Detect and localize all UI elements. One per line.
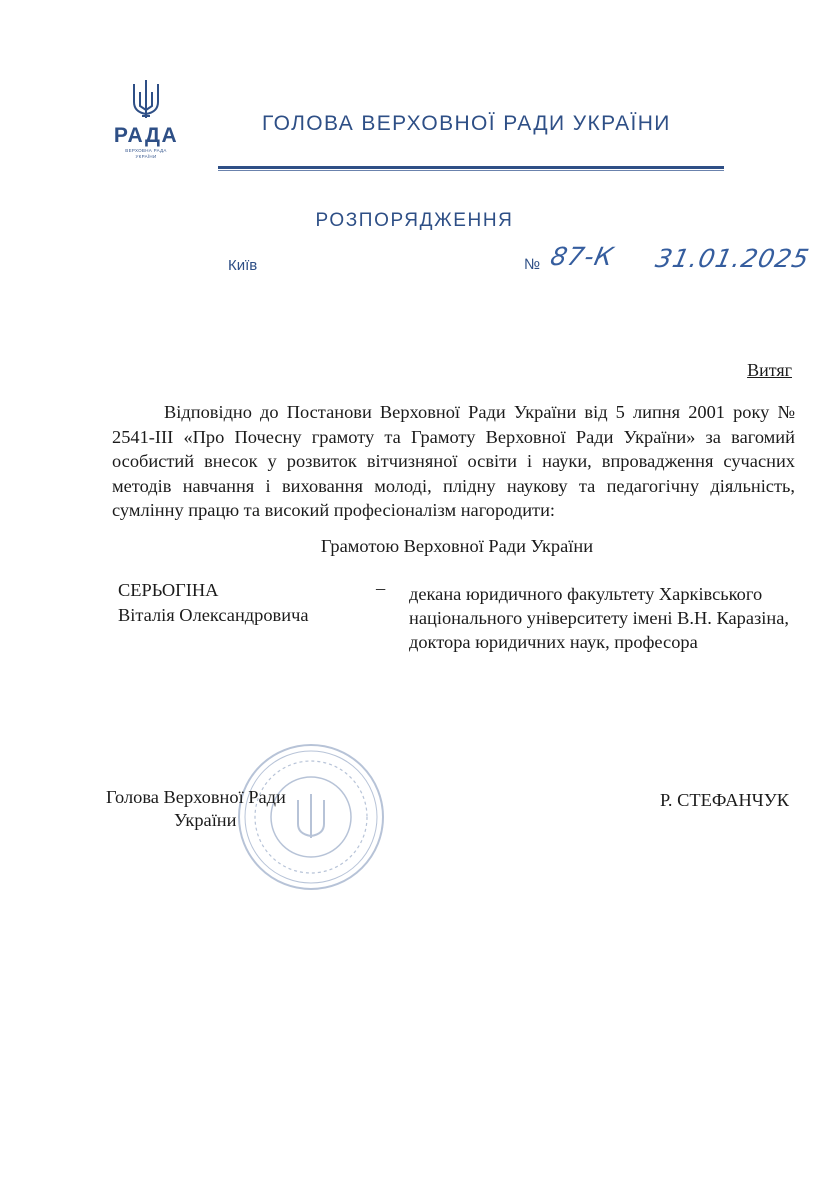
document-type: РОЗПОРЯДЖЕННЯ	[315, 210, 514, 231]
signatory-name: Р. СТЕФАНЧУК	[659, 790, 789, 810]
handwritten-number: 87-К	[547, 242, 617, 271]
main-paragraph: Відповідно до Постанови Верховної Ради України від 5 липня 2001 року № 2541-III «Про Почесну грамоту та Грамоту Верховної Ради України» за вагомий особистий внесок у розвиток вітчизняної освіти і науки, впровадження сучасних методів навчання і виховання молоді, плідну наукову та педагогічну діяльність, сумлінну працю та високий професіоналізм нагородити:	[112, 402, 795, 520]
awardee-dash: –	[376, 578, 386, 598]
signatory-title-line2: України	[174, 810, 237, 830]
awardee-given-names: Віталія Олександровича	[118, 605, 309, 625]
handwritten-date: 31.01.2025	[652, 244, 813, 273]
letterhead-title: ГОЛОВА ВЕРХОВНОЇ РАДИ УКРАЇНИ	[262, 112, 671, 135]
awardee-surname: СЕРЬОГІНА	[118, 580, 219, 600]
award-name: Грамотою Верховної Ради України	[320, 536, 594, 556]
number-sign: №	[524, 256, 541, 273]
logo-wordmark: РАДА	[113, 124, 179, 147]
signatory-title-line1: Голова Верховної Ради	[106, 787, 286, 807]
extract-label: Витяг	[747, 360, 792, 380]
letterhead-rule-thin	[218, 170, 724, 171]
awardee-name	[118, 578, 308, 628]
document-city: Київ	[228, 257, 258, 274]
signatory-title	[106, 786, 286, 832]
letterhead-rule	[218, 166, 724, 169]
logo-subtitle-line1: ВЕРХОВНА РАДА	[125, 148, 167, 153]
logo-subtitle-line2: УКРАЇНИ	[135, 154, 157, 159]
trident-icon	[129, 78, 163, 122]
awardee-role: декана юридичного факультету Харківського національного університету імені В.Н. Каразіна, доктора юридичних наук, професора	[409, 584, 789, 652]
rada-logo	[106, 78, 186, 160]
